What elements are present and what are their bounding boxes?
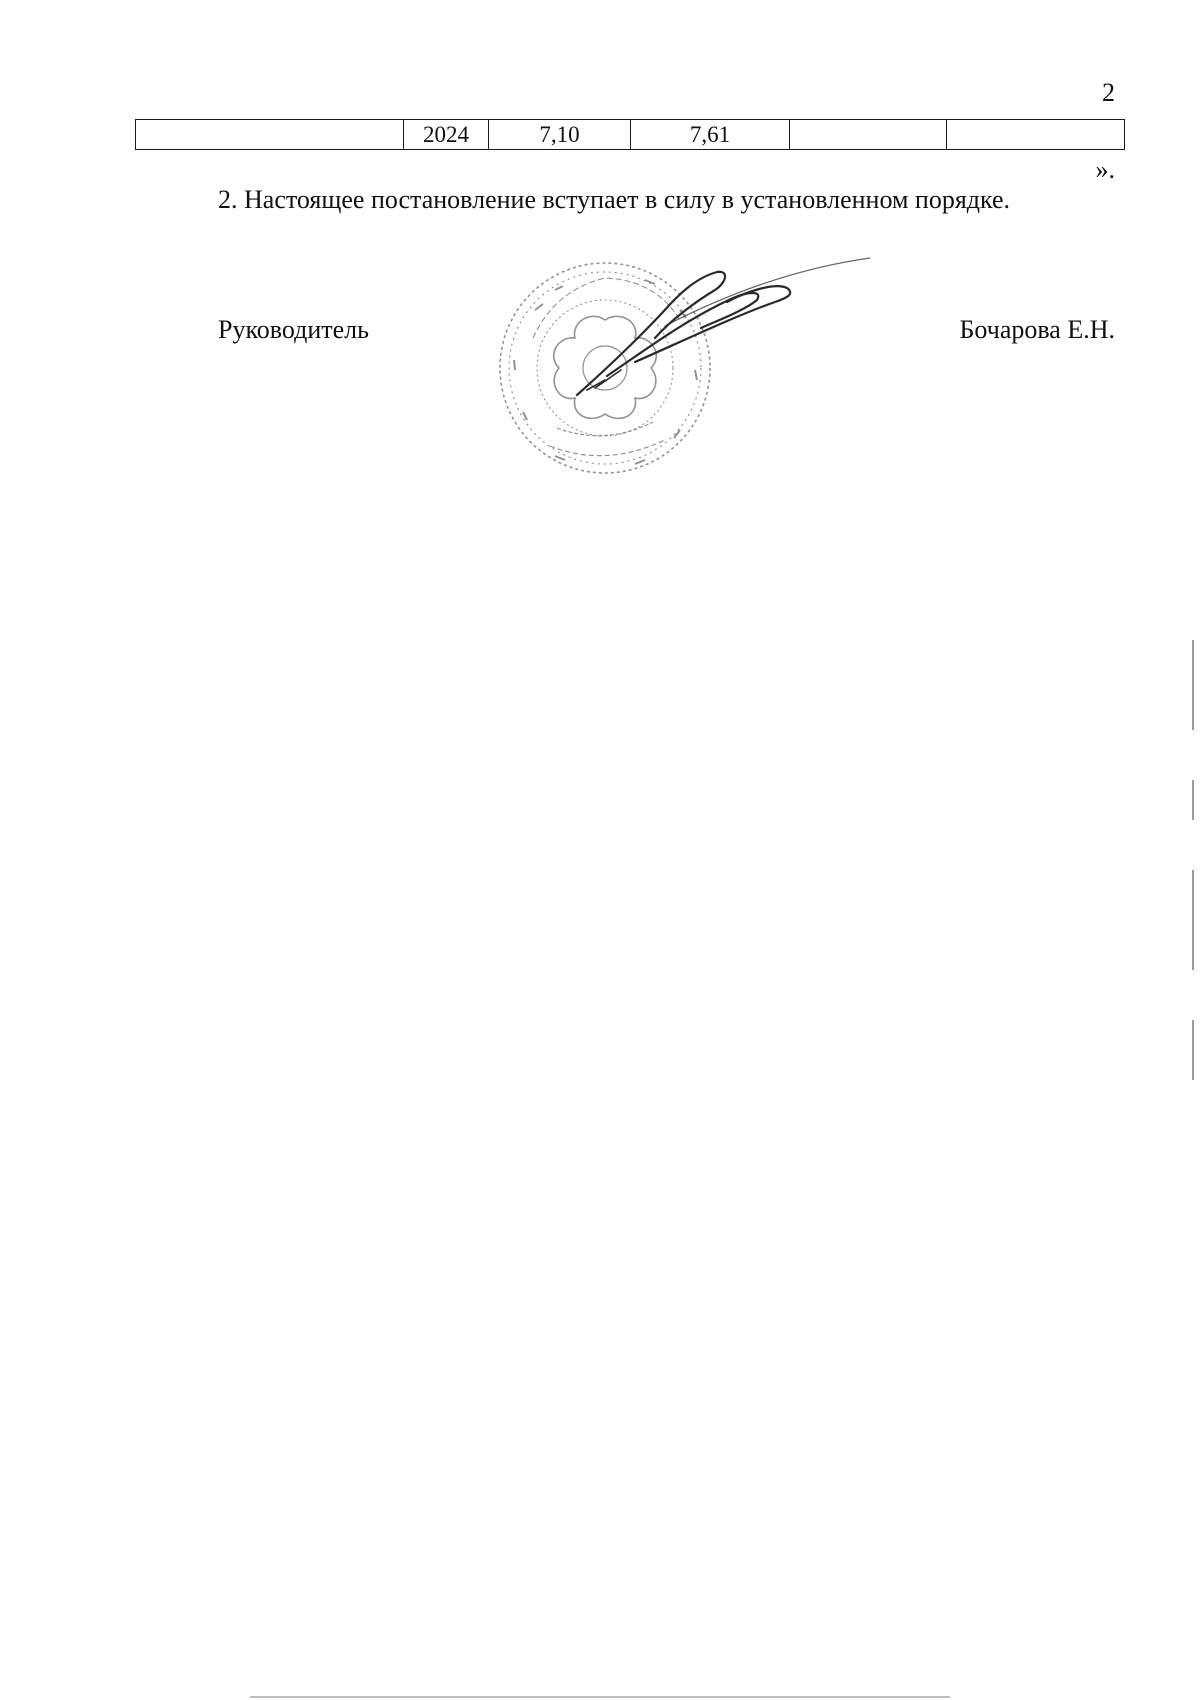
table-row [136,120,1125,150]
handwritten-signature-icon [577,258,870,395]
closing-quote: ». [1095,155,1115,184]
stamp-signature-graphic [495,250,875,490]
page-number: 2 [1102,78,1115,107]
scan-edge-mark [250,1696,950,1698]
table-cell-value-3 [790,120,947,150]
table-cell-year: 2024 [404,120,489,150]
resolution-item-2: 2. Настоящее постановление вступает в силу в установленном порядке. [218,185,1011,214]
scan-edge-mark [1192,640,1194,730]
signer-name: Бочарова Е.Н. [959,315,1115,344]
table-cell-value-1: 7,10 [489,120,631,150]
scan-edge-mark [1192,780,1194,820]
table-cell-value-2: 7,61 [631,120,790,150]
data-table [135,119,1125,150]
table-cell-name [136,120,404,150]
signer-title: Руководитель [218,315,369,344]
scan-edge-mark [1192,1020,1194,1080]
table-cell-value-4 [947,120,1125,150]
scan-edge-mark [1192,870,1194,970]
